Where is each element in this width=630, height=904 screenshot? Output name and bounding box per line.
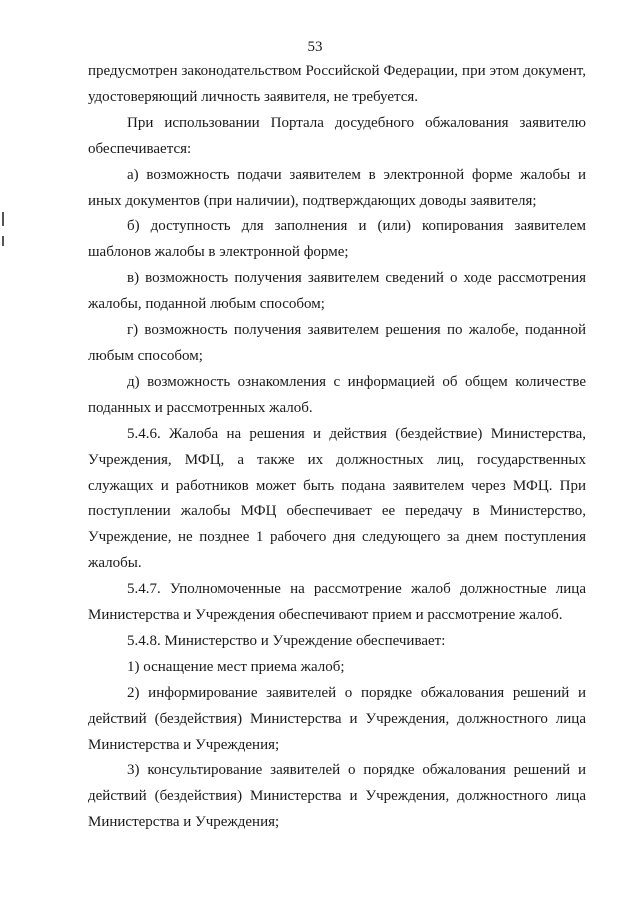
list-item-3: 3) консультирование заявителей о порядке обжалования решений и действий (бездействия) Министерства и Учреждения, должностного лица Министерства и Учреждения; — [88, 762, 586, 831]
section-5-4-8: 5.4.8. Министерство и Учреждение обеспечивает: — [127, 632, 446, 649]
section-5-4-7: 5.4.7. Уполномоченные на рассмотрение жалоб должностные лица Министерства и Учреждения обеспечивают прием и рассмотрение жалоб. — [88, 581, 586, 624]
paragraph-continuation: предусмотрен законодательством Российской Федерации, при этом документ, удостоверяющий личность заявителя, не требуется. — [88, 63, 586, 105]
scan-artifact — [2, 236, 4, 246]
list-item-d: д) возможность ознакомления с информацией об общем количестве поданных и рассмотренных жалоб. — [88, 373, 586, 416]
list-item-a: а) возможность подачи заявителем в электронной форме жалобы и иных документов (при наличии), подтверждающих доводы заявителя; — [88, 166, 586, 209]
list-item-2: 2) информирование заявителей о порядке обжалования решений и действий (бездействия) Министерства и Учреждения, должностного лица Министерства и Учреждения; — [88, 684, 586, 753]
section-5-4-6: 5.4.6. Жалоба на решения и действия (бездействие) Министерства, Учреждения, МФЦ, а также их должностных лиц, государственных служащих и работников может быть подана заявителем через МФЦ. При поступлении жалобы МФЦ обеспечивает ее передачу в Министерство, Учреждение, не позднее 1 рабочего дня следующего за днем поступления жалобы. — [88, 425, 586, 572]
paragraph-portal-intro: При использовании Портала досудебного обжалования заявителю обеспечивается: — [88, 114, 586, 157]
scan-artifact — [2, 212, 4, 226]
document-body — [88, 59, 586, 836]
list-item-b: б) доступность для заполнения и (или) копирования заявителем шаблонов жалобы в электронной форме; — [88, 218, 586, 261]
list-item-v: в) возможность получения заявителем сведений о ходе рассмотрения жалобы, поданной любым способом; — [88, 270, 586, 313]
list-item-g: г) возможность получения заявителем решения по жалобе, поданной любым способом; — [88, 322, 586, 364]
list-item-1: 1) оснащение мест приема жалоб; — [127, 658, 345, 675]
page-number: 53 — [307, 39, 323, 55]
